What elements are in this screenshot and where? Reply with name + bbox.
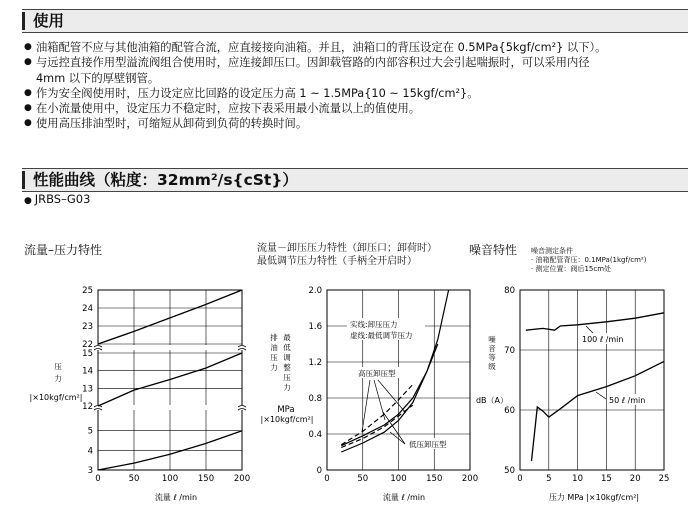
chart2-ytick-label: 0 [316, 466, 322, 476]
chart2-legend-item: 实线:卸压压力 [350, 320, 398, 329]
chart3-xtick-label: 10 [572, 474, 584, 484]
chart3-ytick-label: 60 [504, 406, 515, 416]
usage-item-text: 与远控直接作用型溢流阀组合使用时，应连接卸压口。因卸载管路的内部容积过大会引起喘振时，可以采用内径 [36, 56, 590, 70]
usage-item: ● 使用高压排油型时，可缩短从卸荷到负荷的转换时间。 [24, 116, 694, 131]
chart3-xtick-label: 20 [629, 474, 641, 484]
chart3-xtick-label: 0 [517, 474, 523, 484]
chart1-ytick-label: 24 [82, 304, 93, 314]
chart1-ytick-label: 14 [82, 366, 93, 377]
chart1-ytick-label: 5 [87, 426, 93, 437]
chart2-y-axis-label-a: 油 [270, 343, 278, 352]
chart2-xtick-label: 0 [324, 474, 330, 484]
chart1-axis-break-gap [95, 345, 245, 350]
chart2-y-axis-unit: |×10kgf/cm²| [260, 415, 314, 424]
chart1-ytick-label: 23 [82, 322, 93, 332]
chart3-series-line [526, 313, 664, 330]
chart2-series-line [341, 344, 438, 446]
chart3-series-line [532, 361, 665, 461]
chart1-ytick-label: 15 [82, 349, 93, 359]
chart2-ytick-label: 0.8 [308, 394, 322, 404]
chart1-title: 流量–压力特性 [24, 243, 103, 257]
chart2-xtick-label: 200 [461, 474, 479, 484]
chart2-y-axis-label-a: 压 [270, 353, 278, 362]
chart2-title-line1: 流量－卸压压力特性（卸压口；卸荷时） [257, 243, 437, 254]
chart2-title-line2: 最低调节压力特性（手柄全开启时） [257, 256, 417, 267]
chart2-leader-line [362, 380, 370, 432]
chart3-y-axis-label: 级 [488, 362, 496, 371]
condition-line: · 油箱配管背压：0.1MPa(1kgf/cm²) [531, 256, 647, 264]
chart1-y-axis-label: 力 [54, 374, 62, 383]
chart3-leader-line [586, 326, 593, 333]
chart3-leader-line [596, 392, 606, 399]
chart3-xtick-label: 5 [546, 474, 552, 484]
chart2-ytick-label: 1.6 [308, 322, 322, 332]
usage-title: 使用 [33, 12, 65, 30]
chart2-annotation: 高压卸压型 [358, 369, 396, 378]
chart2-annotation: 低压卸压型 [409, 440, 447, 449]
chart1-ytick-label: 12 [82, 402, 93, 412]
usage-item: ● 作为安全阀使用时，压力设定应比回路的设定压力高 1 ~ 1.5MPa{10 ~ 15kgf/cm²}。 [24, 86, 694, 101]
chart2-xtick-label: 100 [390, 474, 407, 484]
chart1-y-axis-label: |×10kgf/cm²| [29, 393, 83, 402]
usage-item-text-cont: 4mm 以下的厚壁钢管。 [36, 71, 160, 85]
chart2-xtick-label: 150 [426, 474, 443, 484]
chart3-series-label: 100 ℓ /min [582, 335, 624, 344]
chart1-xtick-label: 100 [161, 474, 179, 484]
chart3-y-axis-label: 音 [488, 344, 496, 353]
chart3-xtick-label: 15 [600, 474, 612, 484]
chart2-leader-line [378, 380, 405, 412]
chart1-xtick-label: 200 [233, 474, 251, 484]
chart3-series-label: 50 ℓ /min [609, 396, 646, 405]
chart2-xtick-label: 50 [357, 474, 369, 484]
chart3-y-axis-label: 噪 [488, 335, 496, 344]
chart1-axis-break-gap [95, 405, 245, 410]
chart1-ytick-label: 3 [87, 466, 93, 476]
chart2-y-axis-label-a: 力 [270, 363, 278, 372]
chart2-y-axis-label-b: 调 [283, 353, 291, 362]
chart3-title: 噪音特性 [469, 243, 518, 257]
chart2-legend-item: 虚线:最低调节压力 [350, 331, 413, 340]
chart2-y-axis-unit: MPa [277, 405, 295, 415]
chart3-ytick-label: 80 [504, 286, 515, 296]
chart2-y-axis-label-b: 力 [283, 383, 291, 392]
chart1-xtick-label: 50 [128, 474, 140, 484]
performance-title: 性能曲线（粘度：32mm²/s{cSt}） [33, 171, 298, 189]
chart2-y-axis-label-a: 排 [270, 333, 278, 342]
chart2-y-axis-label-b: 整 [283, 363, 291, 372]
chart3-x-axis-label: 压力 MPa |×10kgf/cm²| [548, 493, 640, 502]
chart1-xtick-label: 0 [95, 474, 101, 484]
chart1-ytick-label: 4 [87, 446, 93, 457]
chart3-ytick-label: 50 [504, 466, 515, 476]
chart1-ytick-label: 25 [82, 286, 93, 296]
chart2-ytick-label: 1.2 [308, 358, 322, 368]
chart3-xtick-label: 25 [658, 474, 670, 484]
model-label: ● JRBS–G03 [24, 192, 90, 206]
chart3-ytick-label: 70 [504, 346, 515, 356]
chart2-ytick-label: 0.4 [308, 430, 322, 440]
usage-item: ● 油箱配管不应与其他油箱的配管合流，应直接接向油箱。并且，油箱口的背压设定在 0.5MPa{5kgf/cm²} 以下）。 [24, 40, 694, 55]
chart3-y-axis-label: 等 [488, 353, 496, 362]
chart1-ytick-label: 22 [82, 340, 93, 350]
chart2-y-axis-label-b: 压 [283, 373, 291, 382]
chart1-y-axis-label: 压 [54, 362, 62, 371]
chart2-x-axis-label: 流量 ℓ /min [382, 493, 426, 502]
chart1-ytick-label: 13 [82, 384, 93, 395]
chart3-y-axis-unit: dB（A） [475, 396, 509, 405]
chart1-x-axis-label: 流量 ℓ /min [154, 493, 198, 502]
chart2-ytick-label: 2.0 [308, 286, 322, 296]
condition-line: · 测定位置：阀后15cm处 [531, 265, 612, 273]
chart2-y-axis-label-b: 最 [283, 333, 291, 342]
condition-line: 噪音测定条件 [531, 247, 573, 255]
usage-item: ● 在小流量使用中，设定压力不稳定时，应按下表采用最小流量以上的值使用。 [24, 101, 694, 116]
chart1-xtick-label: 150 [197, 474, 215, 484]
chart2-y-axis-label-b: 低 [283, 343, 291, 352]
